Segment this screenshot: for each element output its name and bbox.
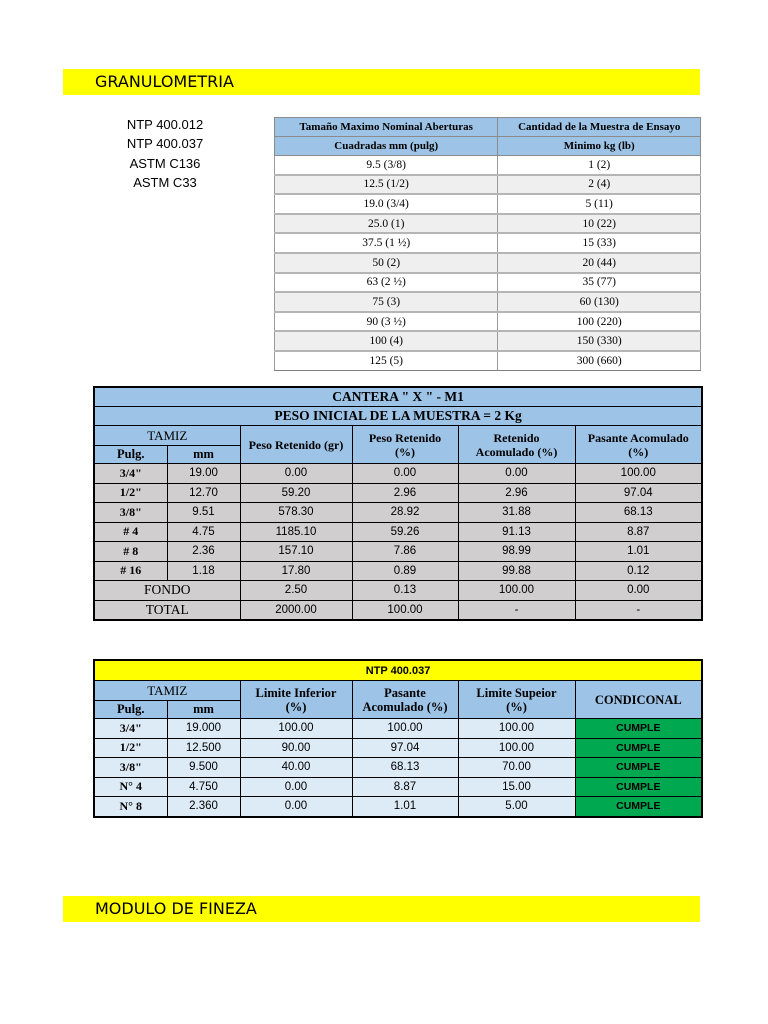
table-row <box>275 351 701 370</box>
table-row <box>275 312 701 332</box>
table-cell: # 4 <box>94 522 167 542</box>
standards-list <box>100 115 230 192</box>
table-cell: 97.04 <box>575 483 702 503</box>
table-cell: 19.00 <box>167 464 240 484</box>
table-cell: 97.04 <box>352 738 458 758</box>
total-label: TOTAL <box>94 600 240 620</box>
table-cell: 28.92 <box>352 503 458 523</box>
status-badge: CUMPLE <box>575 719 702 739</box>
table-cell: 9.500 <box>167 758 240 778</box>
table-cell: 31.88 <box>458 503 575 523</box>
table-cell: 9.5 (3/8) <box>275 156 498 175</box>
ntp-table <box>93 659 703 818</box>
table-cell: 100.00 <box>240 719 352 739</box>
section-header-modulo-fineza <box>63 896 700 922</box>
ntp-title: NTP 400.037 <box>94 660 702 681</box>
table-row <box>275 214 701 234</box>
table-row <box>94 522 702 542</box>
table-cell: # 8 <box>94 542 167 562</box>
limite-inferior-header: Limite Inferior (%) <box>240 681 352 719</box>
table-row <box>275 175 701 195</box>
table-cell: 300 (660) <box>498 351 701 370</box>
table-cell: 3/8" <box>94 503 167 523</box>
table-cell: 35 (77) <box>498 273 701 293</box>
table-cell: 37.5 (1 ½) <box>275 233 498 253</box>
table-cell: 8.87 <box>575 522 702 542</box>
limite-superior-header: Limite Supeior (%) <box>458 681 575 719</box>
table-cell: 2000.00 <box>240 600 352 620</box>
table-row <box>275 156 701 175</box>
section-header-granulometria <box>63 69 700 95</box>
table-row <box>94 738 702 758</box>
table-cell: 98.99 <box>458 542 575 562</box>
table-cell: 150 (330) <box>498 331 701 351</box>
table-cell: 63 (2 ½) <box>275 273 498 293</box>
table-cell: 4.75 <box>167 522 240 542</box>
status-badge: CUMPLE <box>575 777 702 797</box>
standard-item: ASTM C33 <box>133 174 197 190</box>
sample-size-rows <box>275 156 701 371</box>
table-cell: 2.50 <box>240 581 352 601</box>
col-header-aberturas-1: Tamaño Maximo Nominal Aberturas <box>275 118 498 137</box>
table-row-total <box>94 600 702 620</box>
table-cell: 1/2" <box>94 483 167 503</box>
standard-item: ASTM C136 <box>129 155 201 171</box>
table-cell: 5 (11) <box>498 194 701 214</box>
table-cell: 5.00 <box>458 797 575 817</box>
table-cell: 578.30 <box>240 503 352 523</box>
table-cell: 10 (22) <box>498 214 701 234</box>
status-badge: CUMPLE <box>575 758 702 778</box>
table-cell: 1/2" <box>94 738 167 758</box>
table-row <box>275 292 701 312</box>
table-cell: 59.20 <box>240 483 352 503</box>
table-cell: 99.88 <box>458 561 575 581</box>
table-cell: 12.5 (1/2) <box>275 175 498 195</box>
table-cell: 3/4" <box>94 719 167 739</box>
table-cell: 12.500 <box>167 738 240 758</box>
table-row <box>94 777 702 797</box>
col-header-cantidad-1: Cantidad de la Muestra de Ensayo <box>498 118 701 137</box>
table-cell: 91.13 <box>458 522 575 542</box>
table-cell: 3/4" <box>94 464 167 484</box>
table-cell: - <box>458 600 575 620</box>
table-row <box>94 561 702 581</box>
table-cell: 4.750 <box>167 777 240 797</box>
table-cell: - <box>575 600 702 620</box>
table-cell: 0.00 <box>575 581 702 601</box>
table-cell: 100.00 <box>352 600 458 620</box>
table-cell: 19.000 <box>167 719 240 739</box>
table-row <box>275 194 701 214</box>
cantera-title: CANTERA " X " - M1 <box>94 387 702 407</box>
table-cell: 75 (3) <box>275 292 498 312</box>
table-cell: 1185.10 <box>240 522 352 542</box>
table-cell: 19.0 (3/4) <box>275 194 498 214</box>
pulg-header: Pulg. <box>94 446 167 464</box>
table-cell: 1.18 <box>167 561 240 581</box>
table-cell: 68.13 <box>352 758 458 778</box>
table-row <box>94 464 702 484</box>
table-cell: 2 (4) <box>498 175 701 195</box>
table-cell: 0.13 <box>352 581 458 601</box>
section-title: MODULO DE FINEZA <box>95 899 257 918</box>
table-cell: 15 (33) <box>498 233 701 253</box>
standard-item: NTP 400.012 <box>126 117 204 132</box>
table-cell: 7.86 <box>352 542 458 562</box>
pasante-acumulado-header: Pasante Acomulado (%) <box>352 681 458 719</box>
table-cell: 125 (5) <box>275 351 498 370</box>
table-cell: 20 (44) <box>498 253 701 273</box>
sample-size-table <box>274 117 701 371</box>
table-row <box>275 331 701 351</box>
table-row <box>275 253 701 273</box>
table-cell: 100.00 <box>352 719 458 739</box>
table-row <box>94 542 702 562</box>
cantera-rows <box>94 464 702 581</box>
table-cell: 2.96 <box>458 483 575 503</box>
table-row <box>94 503 702 523</box>
table-cell: 12.70 <box>167 483 240 503</box>
table-row <box>94 483 702 503</box>
table-row <box>275 273 701 293</box>
table-cell: 100 (220) <box>498 312 701 332</box>
table-cell: 59.26 <box>352 522 458 542</box>
cantera-subtitle: PESO INICIAL DE LA MUESTRA = 2 Kg <box>94 407 702 426</box>
table-cell: 2.36 <box>167 542 240 562</box>
table-cell: 25.0 (1) <box>275 214 498 234</box>
tamiz-header: TAMIZ <box>94 426 240 446</box>
status-badge: CUMPLE <box>575 738 702 758</box>
table-cell: N° 8 <box>94 797 167 817</box>
table-cell: 3/8" <box>94 758 167 778</box>
ntp-rows <box>94 719 702 817</box>
table-cell: 100.00 <box>575 464 702 484</box>
table-cell: 8.87 <box>352 777 458 797</box>
table-cell: 100 (4) <box>275 331 498 351</box>
table-cell: 90.00 <box>240 738 352 758</box>
standard-item: NTP 400.037 <box>126 136 204 152</box>
condicional-header: CONDICONAL <box>575 681 702 719</box>
col-header-cantidad-2: Minimo kg (lb) <box>498 137 701 156</box>
table-cell: 0.12 <box>575 561 702 581</box>
table-cell: 2.96 <box>352 483 458 503</box>
table-row-fondo <box>94 581 702 601</box>
table-cell: 40.00 <box>240 758 352 778</box>
table-cell: 0.89 <box>352 561 458 581</box>
table-row <box>94 719 702 739</box>
cantera-table <box>93 386 703 621</box>
pasante-acumulado-header: Pasante Acomulado (%) <box>575 426 702 464</box>
table-cell: # 16 <box>94 561 167 581</box>
table-cell: 0.00 <box>352 464 458 484</box>
table-cell: 0.00 <box>240 797 352 817</box>
table-cell: 60 (130) <box>498 292 701 312</box>
table-cell: N° 4 <box>94 777 167 797</box>
table-row <box>94 758 702 778</box>
table-cell: 100.00 <box>458 738 575 758</box>
table-cell: 17.80 <box>240 561 352 581</box>
status-badge: CUMPLE <box>575 797 702 817</box>
pulg-header: Pulg. <box>94 701 167 719</box>
retenido-acumulado-header: Retenido Acomulado (%) <box>458 426 575 464</box>
table-cell: 0.00 <box>458 464 575 484</box>
peso-retenido-gr-header: Peso Retenido (gr) <box>240 426 352 464</box>
mm-header: mm <box>167 701 240 719</box>
peso-retenido-pct-header: Peso Retenido (%) <box>352 426 458 464</box>
table-cell: 0.00 <box>240 777 352 797</box>
table-cell: 157.10 <box>240 542 352 562</box>
table-cell: 90 (3 ½) <box>275 312 498 332</box>
table-cell: 100.00 <box>458 719 575 739</box>
mm-header: mm <box>167 446 240 464</box>
table-cell: 9.51 <box>167 503 240 523</box>
col-header-aberturas-2: Cuadradas mm (pulg) <box>275 137 498 156</box>
table-cell: 1.01 <box>352 797 458 817</box>
tamiz-header: TAMIZ <box>94 681 240 701</box>
section-title: GRANULOMETRIA <box>95 72 234 91</box>
table-cell: 0.00 <box>240 464 352 484</box>
fondo-label: FONDO <box>94 581 240 601</box>
table-row <box>94 797 702 817</box>
table-cell: 2.360 <box>167 797 240 817</box>
table-cell: 100.00 <box>458 581 575 601</box>
table-row <box>275 233 701 253</box>
table-cell: 70.00 <box>458 758 575 778</box>
table-cell: 1 (2) <box>498 156 701 175</box>
table-cell: 15.00 <box>458 777 575 797</box>
table-cell: 68.13 <box>575 503 702 523</box>
table-cell: 50 (2) <box>275 253 498 273</box>
table-cell: 1.01 <box>575 542 702 562</box>
